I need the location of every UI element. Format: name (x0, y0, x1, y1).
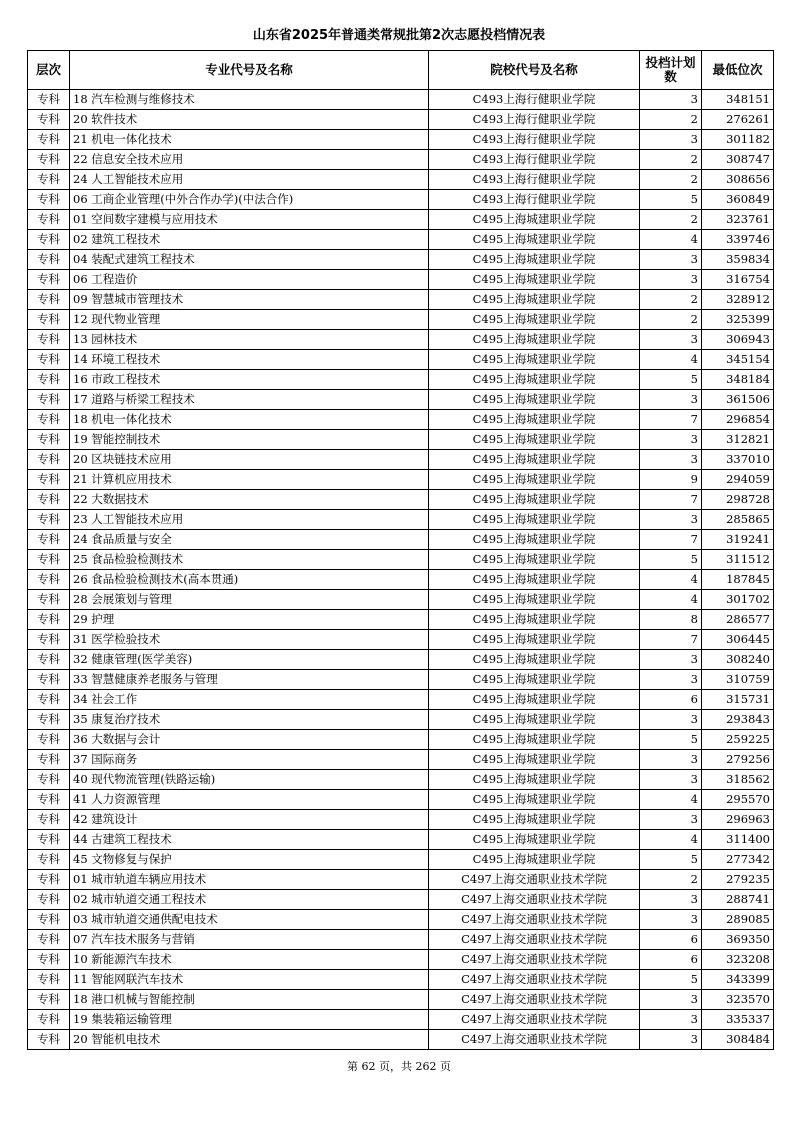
cell-level: 专科 (28, 470, 70, 490)
cell-plan: 4 (640, 350, 702, 370)
cell-major: 20 区块链技术应用 (70, 450, 429, 470)
cell-major: 20 智能机电技术 (70, 1030, 429, 1050)
table-row (28, 870, 774, 890)
cell-school: C493上海行健职业学院 (429, 170, 640, 190)
cell-major: 41 人力资源管理 (70, 790, 429, 810)
cell-major: 45 文物修复与保护 (70, 850, 429, 870)
cell-major: 19 集装箱运输管理 (70, 1010, 429, 1030)
cell-major: 07 汽车技术服务与营销 (70, 930, 429, 950)
cell-rank: 328912 (702, 290, 774, 310)
cell-school: C495上海城建职业学院 (429, 390, 640, 410)
cell-major: 18 港口机械与智能控制 (70, 990, 429, 1010)
cell-plan: 3 (640, 1010, 702, 1030)
cell-major: 35 康复治疗技术 (70, 710, 429, 730)
cell-school: C495上海城建职业学院 (429, 690, 640, 710)
cell-rank: 360849 (702, 190, 774, 210)
cell-rank: 277342 (702, 850, 774, 870)
table-row (28, 890, 774, 910)
cell-rank: 306445 (702, 630, 774, 650)
cell-level: 专科 (28, 1030, 70, 1050)
cell-plan: 4 (640, 790, 702, 810)
header-plan: 投档计划数 (640, 51, 702, 90)
table-row (28, 930, 774, 950)
cell-rank: 301182 (702, 130, 774, 150)
cell-level: 专科 (28, 950, 70, 970)
cell-major: 22 大数据技术 (70, 490, 429, 510)
cell-plan: 6 (640, 950, 702, 970)
cell-school: C495上海城建职业学院 (429, 370, 640, 390)
cell-school: C497上海交通职业技术学院 (429, 910, 640, 930)
cell-plan: 3 (640, 270, 702, 290)
cell-plan: 4 (640, 230, 702, 250)
cell-major: 06 工程造价 (70, 270, 429, 290)
cell-rank: 348151 (702, 90, 774, 110)
cell-rank: 308747 (702, 150, 774, 170)
cell-school: C495上海城建职业学院 (429, 610, 640, 630)
cell-rank: 286577 (702, 610, 774, 630)
cell-plan: 2 (640, 870, 702, 890)
cell-level: 专科 (28, 970, 70, 990)
table-row (28, 730, 774, 750)
cell-school: C495上海城建职业学院 (429, 230, 640, 250)
cell-level: 专科 (28, 510, 70, 530)
table-row (28, 430, 774, 450)
cell-major: 42 建筑设计 (70, 810, 429, 830)
cell-plan: 3 (640, 910, 702, 930)
cell-level: 专科 (28, 290, 70, 310)
cell-school: C495上海城建职业学院 (429, 490, 640, 510)
cell-school: C495上海城建职业学院 (429, 350, 640, 370)
cell-plan: 3 (640, 250, 702, 270)
cell-rank: 316754 (702, 270, 774, 290)
cell-level: 专科 (28, 230, 70, 250)
cell-school: C495上海城建职业学院 (429, 510, 640, 530)
cell-school: C495上海城建职业学院 (429, 650, 640, 670)
cell-school: C495上海城建职业学院 (429, 430, 640, 450)
cell-rank: 345154 (702, 350, 774, 370)
cell-level: 专科 (28, 870, 70, 890)
cell-plan: 3 (640, 810, 702, 830)
cell-level: 专科 (28, 270, 70, 290)
cell-rank: 323570 (702, 990, 774, 1010)
cell-level: 专科 (28, 790, 70, 810)
cell-level: 专科 (28, 130, 70, 150)
table-row (28, 170, 774, 190)
cell-major: 22 信息安全技术应用 (70, 150, 429, 170)
table-row (28, 150, 774, 170)
cell-rank: 339746 (702, 230, 774, 250)
cell-plan: 9 (640, 470, 702, 490)
cell-plan: 7 (640, 410, 702, 430)
cell-major: 04 装配式建筑工程技术 (70, 250, 429, 270)
table-row (28, 370, 774, 390)
cell-plan: 3 (640, 990, 702, 1010)
cell-major: 37 国际商务 (70, 750, 429, 770)
cell-school: C497上海交通职业技术学院 (429, 950, 640, 970)
cell-major: 36 大数据与会计 (70, 730, 429, 750)
cell-level: 专科 (28, 710, 70, 730)
table-row (28, 610, 774, 630)
cell-major: 01 空间数字建模与应用技术 (70, 210, 429, 230)
cell-level: 专科 (28, 890, 70, 910)
table-body (28, 90, 774, 1050)
cell-school: C495上海城建职业学院 (429, 470, 640, 490)
cell-plan: 3 (640, 1030, 702, 1050)
cell-level: 专科 (28, 350, 70, 370)
table-row (28, 410, 774, 430)
cell-level: 专科 (28, 650, 70, 670)
cell-level: 专科 (28, 570, 70, 590)
table-row (28, 910, 774, 930)
table-row (28, 130, 774, 150)
cell-rank: 312821 (702, 430, 774, 450)
cell-plan: 6 (640, 690, 702, 710)
cell-rank: 294059 (702, 470, 774, 490)
table-row (28, 570, 774, 590)
cell-major: 17 道路与桥梁工程技术 (70, 390, 429, 410)
cell-major: 16 市政工程技术 (70, 370, 429, 390)
cell-plan: 3 (640, 130, 702, 150)
cell-rank: 315731 (702, 690, 774, 710)
table-row (28, 290, 774, 310)
cell-school: C497上海交通职业技术学院 (429, 1010, 640, 1030)
cell-rank: 325399 (702, 310, 774, 330)
cell-major: 02 城市轨道交通工程技术 (70, 890, 429, 910)
cell-school: C493上海行健职业学院 (429, 90, 640, 110)
cell-plan: 7 (640, 490, 702, 510)
cell-school: C495上海城建职业学院 (429, 670, 640, 690)
cell-rank: 361506 (702, 390, 774, 410)
table-row (28, 850, 774, 870)
cell-plan: 3 (640, 430, 702, 450)
cell-plan: 3 (640, 750, 702, 770)
cell-rank: 318562 (702, 770, 774, 790)
cell-plan: 7 (640, 630, 702, 650)
cell-plan: 4 (640, 570, 702, 590)
cell-plan: 3 (640, 770, 702, 790)
cell-level: 专科 (28, 770, 70, 790)
cell-major: 10 新能源汽车技术 (70, 950, 429, 970)
cell-plan: 2 (640, 290, 702, 310)
cell-rank: 359834 (702, 250, 774, 270)
cell-plan: 3 (640, 710, 702, 730)
cell-level: 专科 (28, 750, 70, 770)
cell-level: 专科 (28, 250, 70, 270)
cell-rank: 288741 (702, 890, 774, 910)
cell-plan: 5 (640, 730, 702, 750)
cell-school: C493上海行健职业学院 (429, 150, 640, 170)
header-rank: 最低位次 (702, 51, 774, 90)
table-row (28, 990, 774, 1010)
table-row (28, 450, 774, 470)
cell-school: C495上海城建职业学院 (429, 850, 640, 870)
cell-rank: 298728 (702, 490, 774, 510)
table-row (28, 950, 774, 970)
cell-major: 29 护理 (70, 610, 429, 630)
cell-school: C497上海交通职业技术学院 (429, 1030, 640, 1050)
cell-school: C495上海城建职业学院 (429, 410, 640, 430)
cell-plan: 2 (640, 170, 702, 190)
cell-school: C495上海城建职业学院 (429, 630, 640, 650)
table-row (28, 510, 774, 530)
cell-major: 01 城市轨道车辆应用技术 (70, 870, 429, 890)
cell-rank: 348184 (702, 370, 774, 390)
cell-major: 18 汽车检测与维修技术 (70, 90, 429, 110)
cell-level: 专科 (28, 670, 70, 690)
table-row (28, 830, 774, 850)
cell-school: C495上海城建职业学院 (429, 830, 640, 850)
cell-level: 专科 (28, 390, 70, 410)
cell-school: C495上海城建职业学院 (429, 770, 640, 790)
cell-school: C495上海城建职业学院 (429, 250, 640, 270)
cell-level: 专科 (28, 730, 70, 750)
cell-level: 专科 (28, 930, 70, 950)
cell-major: 21 机电一体化技术 (70, 130, 429, 150)
table-row (28, 530, 774, 550)
cell-plan: 2 (640, 310, 702, 330)
cell-major: 34 社会工作 (70, 690, 429, 710)
table-row (28, 670, 774, 690)
cell-plan: 7 (640, 530, 702, 550)
table-row (28, 770, 774, 790)
cell-school: C497上海交通职业技术学院 (429, 930, 640, 950)
cell-school: C495上海城建职业学院 (429, 570, 640, 590)
table-row (28, 390, 774, 410)
cell-major: 19 智能控制技术 (70, 430, 429, 450)
cell-plan: 4 (640, 830, 702, 850)
table-row (28, 470, 774, 490)
cell-major: 09 智慧城市管理技术 (70, 290, 429, 310)
cell-level: 专科 (28, 610, 70, 630)
cell-plan: 3 (640, 650, 702, 670)
cell-rank: 311400 (702, 830, 774, 850)
cell-plan: 8 (640, 610, 702, 630)
cell-plan: 3 (640, 90, 702, 110)
cell-rank: 337010 (702, 450, 774, 470)
cell-plan: 2 (640, 150, 702, 170)
cell-school: C495上海城建职业学院 (429, 450, 640, 470)
cell-school: C493上海行健职业学院 (429, 190, 640, 210)
table-row (28, 690, 774, 710)
cell-rank: 369350 (702, 930, 774, 950)
cell-major: 44 古建筑工程技术 (70, 830, 429, 850)
cell-rank: 187845 (702, 570, 774, 590)
cell-school: C495上海城建职业学院 (429, 310, 640, 330)
cell-major: 03 城市轨道交通供配电技术 (70, 910, 429, 930)
page-title: 山东省2025年普通类常规批第2次志愿投档情况表 (252, 28, 546, 43)
cell-school: C495上海城建职业学院 (429, 750, 640, 770)
cell-major: 11 智能网联汽车技术 (70, 970, 429, 990)
table-row (28, 270, 774, 290)
cell-rank: 279256 (702, 750, 774, 770)
cell-school: C495上海城建职业学院 (429, 590, 640, 610)
cell-major: 23 人工智能技术应用 (70, 510, 429, 530)
cell-level: 专科 (28, 530, 70, 550)
cell-rank: 310759 (702, 670, 774, 690)
cell-major: 33 智慧健康养老服务与管理 (70, 670, 429, 690)
table-row (28, 810, 774, 830)
cell-level: 专科 (28, 590, 70, 610)
cell-level: 专科 (28, 690, 70, 710)
cell-level: 专科 (28, 850, 70, 870)
cell-school: C495上海城建职业学院 (429, 730, 640, 750)
cell-major: 25 食品检验检测技术 (70, 550, 429, 570)
cell-school: C495上海城建职业学院 (429, 550, 640, 570)
cell-rank: 335337 (702, 1010, 774, 1030)
cell-plan: 5 (640, 550, 702, 570)
cell-rank: 323761 (702, 210, 774, 230)
cell-plan: 5 (640, 970, 702, 990)
cell-major: 28 会展策划与管理 (70, 590, 429, 610)
cell-major: 31 医学检验技术 (70, 630, 429, 650)
table-row (28, 590, 774, 610)
cell-rank: 308240 (702, 650, 774, 670)
cell-rank: 311512 (702, 550, 774, 570)
cell-plan: 3 (640, 890, 702, 910)
cell-level: 专科 (28, 210, 70, 230)
cell-rank: 276261 (702, 110, 774, 130)
cell-level: 专科 (28, 170, 70, 190)
cell-level: 专科 (28, 110, 70, 130)
cell-school: C497上海交通职业技术学院 (429, 890, 640, 910)
cell-major: 24 人工智能技术应用 (70, 170, 429, 190)
cell-level: 专科 (28, 630, 70, 650)
table-row (28, 490, 774, 510)
cell-school: C497上海交通职业技术学院 (429, 870, 640, 890)
cell-plan: 3 (640, 670, 702, 690)
cell-level: 专科 (28, 810, 70, 830)
cell-level: 专科 (28, 450, 70, 470)
cell-plan: 4 (640, 590, 702, 610)
table-row (28, 750, 774, 770)
cell-level: 专科 (28, 330, 70, 350)
table-row (28, 250, 774, 270)
cell-level: 专科 (28, 150, 70, 170)
cell-major: 24 食品质量与安全 (70, 530, 429, 550)
cell-major: 20 软件技术 (70, 110, 429, 130)
cell-major: 02 建筑工程技术 (70, 230, 429, 250)
cell-school: C495上海城建职业学院 (429, 330, 640, 350)
cell-rank: 279235 (702, 870, 774, 890)
table-row (28, 550, 774, 570)
table-row (28, 1030, 774, 1050)
cell-rank: 285865 (702, 510, 774, 530)
cell-school: C495上海城建职业学院 (429, 270, 640, 290)
cell-rank: 295570 (702, 790, 774, 810)
cell-level: 专科 (28, 1010, 70, 1030)
table-row (28, 1010, 774, 1030)
cell-rank: 259225 (702, 730, 774, 750)
table-row (28, 970, 774, 990)
table-row (28, 230, 774, 250)
cell-level: 专科 (28, 430, 70, 450)
cell-plan: 5 (640, 850, 702, 870)
cell-school: C495上海城建职业学院 (429, 810, 640, 830)
cell-major: 32 健康管理(医学美容) (70, 650, 429, 670)
cell-rank: 306943 (702, 330, 774, 350)
cell-major: 13 园林技术 (70, 330, 429, 350)
cell-rank: 293843 (702, 710, 774, 730)
page-footer: 第 62 页，共 262 页 (347, 1060, 451, 1073)
cell-level: 专科 (28, 990, 70, 1010)
table-row (28, 110, 774, 130)
cell-school: C495上海城建职业学院 (429, 790, 640, 810)
cell-major: 14 环境工程技术 (70, 350, 429, 370)
cell-major: 12 现代物业管理 (70, 310, 429, 330)
cell-level: 专科 (28, 910, 70, 930)
table-row (28, 330, 774, 350)
cell-school: C495上海城建职业学院 (429, 290, 640, 310)
table-row (28, 310, 774, 330)
cell-major: 21 计算机应用技术 (70, 470, 429, 490)
table-header-row (28, 51, 774, 90)
header-major: 专业代号及名称 (70, 51, 429, 90)
cell-major: 18 机电一体化技术 (70, 410, 429, 430)
cell-school: C493上海行健职业学院 (429, 110, 640, 130)
cell-major: 06 工商企业管理(中外合作办学)(中法合作) (70, 190, 429, 210)
table-row (28, 350, 774, 370)
cell-level: 专科 (28, 550, 70, 570)
cell-rank: 296854 (702, 410, 774, 430)
cell-plan: 3 (640, 330, 702, 350)
table-row (28, 650, 774, 670)
cell-rank: 301702 (702, 590, 774, 610)
cell-school: C497上海交通职业技术学院 (429, 970, 640, 990)
cell-plan: 2 (640, 210, 702, 230)
cell-major: 40 现代物流管理(铁路运输) (70, 770, 429, 790)
table-row (28, 790, 774, 810)
cell-rank: 289085 (702, 910, 774, 930)
cell-plan: 5 (640, 370, 702, 390)
cell-rank: 323208 (702, 950, 774, 970)
cell-plan: 5 (640, 190, 702, 210)
cell-level: 专科 (28, 310, 70, 330)
cell-level: 专科 (28, 90, 70, 110)
cell-rank: 308656 (702, 170, 774, 190)
header-school: 院校代号及名称 (429, 51, 640, 90)
admission-table (27, 50, 774, 1050)
cell-rank: 296963 (702, 810, 774, 830)
cell-plan: 3 (640, 510, 702, 530)
cell-school: C495上海城建职业学院 (429, 530, 640, 550)
header-level: 层次 (28, 51, 70, 90)
cell-plan: 3 (640, 450, 702, 470)
cell-level: 专科 (28, 190, 70, 210)
cell-rank: 343399 (702, 970, 774, 990)
cell-plan: 2 (640, 110, 702, 130)
cell-level: 专科 (28, 410, 70, 430)
table-row (28, 710, 774, 730)
cell-school: C493上海行健职业学院 (429, 130, 640, 150)
cell-rank: 319241 (702, 530, 774, 550)
cell-rank: 308484 (702, 1030, 774, 1050)
cell-major: 26 食品检验检测技术(高本贯通) (70, 570, 429, 590)
table-row (28, 190, 774, 210)
table-row (28, 210, 774, 230)
cell-level: 专科 (28, 490, 70, 510)
cell-school: C495上海城建职业学院 (429, 710, 640, 730)
cell-school: C495上海城建职业学院 (429, 210, 640, 230)
table-row (28, 90, 774, 110)
cell-school: C497上海交通职业技术学院 (429, 990, 640, 1010)
table-row (28, 630, 774, 650)
cell-plan: 6 (640, 930, 702, 950)
cell-level: 专科 (28, 830, 70, 850)
cell-plan: 3 (640, 390, 702, 410)
cell-level: 专科 (28, 370, 70, 390)
